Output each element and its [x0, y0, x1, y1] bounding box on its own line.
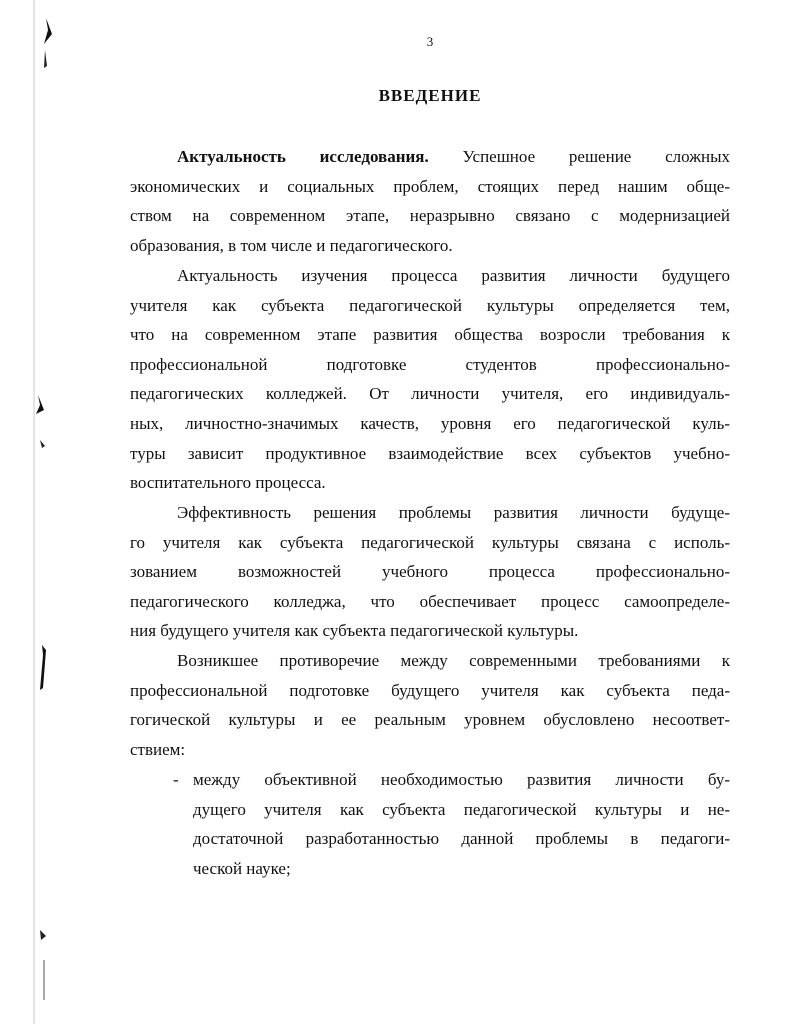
paragraph-line: Актуальность исследования. Успешное решение сложных [177, 147, 730, 166]
paragraph-line: Возникшее противоречие между современными требованиями к [177, 651, 730, 670]
paragraph-line: ных, личностно-значимых качеств, уровня его педагогической куль- [130, 413, 730, 433]
paragraph-line: ния будущего учителя как субъекта педагогической культуры. [130, 621, 579, 641]
paragraph-line: туры зависит продуктивное взаимодействие всех субъектов учебно- [130, 443, 730, 463]
paragraph-line: ствием: [130, 739, 186, 759]
paragraph-line: образования, в том числе и педагогического. [130, 235, 453, 255]
paragraph-line: педагогических колледжей. От личности учителя, его индивидуаль- [130, 384, 730, 404]
paragraph-line: что на современном этапе развития общества возросли требования к [130, 325, 730, 345]
paragraph-line: ством на современном этапе, неразрывно связано с модернизацией [130, 206, 730, 226]
paragraph-line: воспитательного процесса. [130, 473, 326, 493]
section-heading: ВВЕДЕНИЕ [378, 86, 482, 105]
bullet-item [130, 765, 730, 883]
paragraph-line: Актуальность изучения процесса развития личности будущего [177, 266, 730, 285]
page-number: 3 [426, 34, 434, 49]
paragraph-line: гогической культуры и ее реальным уровнем обусловлено несоответ- [130, 710, 730, 730]
paragraph-3 [130, 498, 730, 646]
paragraph-line: Эффективность решения проблемы развития личности будуще- [177, 503, 730, 522]
paragraph-2 [130, 261, 730, 498]
bullet-line: ческой науке; [193, 858, 291, 878]
paragraph-line: профессиональной подготовке будущего учителя как субъекта педа- [130, 680, 730, 700]
paragraph-line: экономических и социальных проблем, стоящих перед нашим обще- [130, 176, 730, 196]
paragraph-line: педагогического колледжа, что обеспечивает процесс самоопределе- [130, 591, 730, 611]
paragraph-line: го учителя как субъекта педагогической культуры связана с исполь- [130, 532, 730, 552]
paragraph-lead: Актуальность исследования. [177, 147, 429, 166]
scan-edge-marks [0, 0, 70, 1024]
paragraph-line: профессиональной подготовке студентов профессионально- [130, 354, 730, 374]
paragraph-1 [130, 142, 730, 260]
bullet-line: - между объективной необходимостью развития личности бу- [130, 765, 730, 795]
paragraph-line: зованием возможностей учебного процесса профессионально- [130, 562, 730, 582]
paragraph-4 [130, 646, 730, 764]
paragraph-line: учителя как субъекта педагогической культуры определяется тем, [130, 295, 730, 315]
bullet-line: достаточной разработанностью данной проблемы в педагоги- [193, 829, 730, 849]
bullet-marker: - [173, 770, 179, 789]
bullet-line: дущего учителя как субъекта педагогической культуры и не- [193, 799, 730, 819]
